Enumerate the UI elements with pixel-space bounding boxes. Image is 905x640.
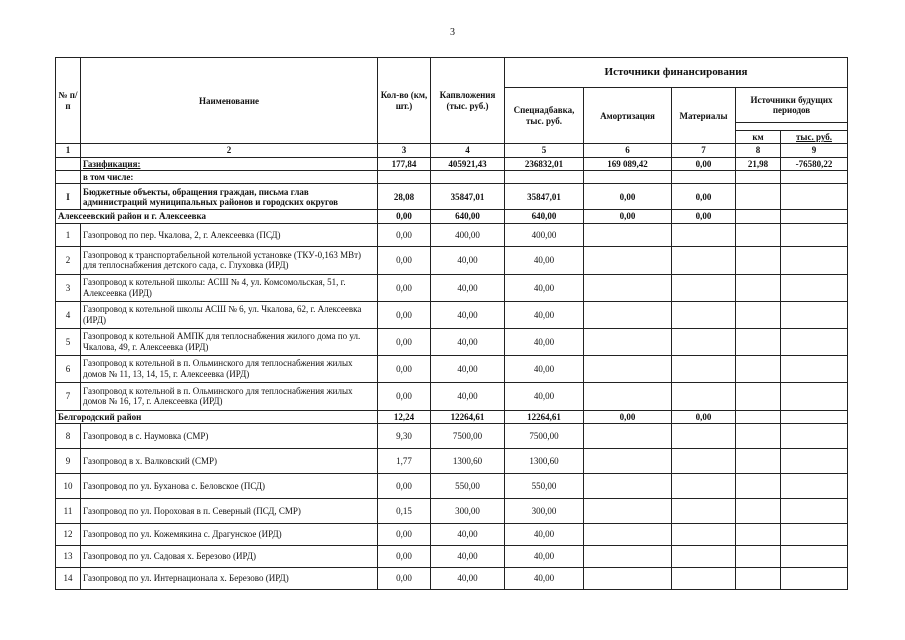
row-km: [736, 546, 781, 568]
row-tys: [781, 223, 848, 246]
row-materials: [672, 474, 736, 499]
table-row: [56, 274, 848, 301]
row-km: [736, 474, 781, 499]
column-number-row: [56, 144, 848, 157]
row-materials: [672, 546, 736, 568]
row-invest: 40,00: [431, 301, 505, 328]
col-number: 7: [672, 144, 736, 157]
row-qty: 0,00: [378, 568, 431, 590]
table-row: [56, 355, 848, 382]
gas-total-materials: 0,00: [672, 157, 736, 170]
row-no: 6: [56, 355, 81, 382]
gas-total-no: [56, 157, 81, 170]
row-amort: [584, 449, 672, 474]
section-row: [56, 184, 848, 210]
row-amort: [584, 424, 672, 449]
gas-total-km: 21,98: [736, 157, 781, 170]
row-surcharge: 40,00: [505, 524, 584, 546]
row-amort: [584, 301, 672, 328]
district-name: Белгородский район: [56, 410, 378, 423]
row-invest: 1300,60: [431, 449, 505, 474]
financing-table: [55, 57, 848, 590]
row-invest: 40,00: [431, 382, 505, 410]
row-no: 7: [56, 382, 81, 410]
row-no: 12: [56, 524, 81, 546]
row-materials: [672, 424, 736, 449]
section-materials: 0,00: [672, 184, 736, 210]
district-materials: 0,00: [672, 210, 736, 223]
row-amort: [584, 382, 672, 410]
row-no: 1: [56, 223, 81, 246]
row-materials: [672, 274, 736, 301]
page-number: 3: [450, 27, 455, 38]
row-invest: 40,00: [431, 568, 505, 590]
row-surcharge: 550,00: [505, 474, 584, 499]
district-surcharge: 640,00: [505, 210, 584, 223]
row-qty: 0,00: [378, 328, 431, 355]
row-tys: [781, 355, 848, 382]
row-surcharge: 40,00: [505, 568, 584, 590]
row-materials: [672, 382, 736, 410]
district-km: [736, 410, 781, 423]
gas-total-amort: 169 089,42: [584, 157, 672, 170]
row-km: [736, 246, 781, 274]
row-qty: 9,30: [378, 424, 431, 449]
row-tys: [781, 328, 848, 355]
table-row: [56, 382, 848, 410]
header-qty: Кол-во (км, шт.): [378, 58, 431, 144]
row-invest: 300,00: [431, 499, 505, 524]
row-surcharge: 40,00: [505, 382, 584, 410]
row-no: 10: [56, 474, 81, 499]
col-number: 1: [56, 144, 81, 157]
row-name: Газопровод в х. Валковский (СМР): [81, 449, 378, 474]
table-row: [56, 424, 848, 449]
row-amort: [584, 546, 672, 568]
gas-total-row: [56, 157, 848, 170]
col-number: 2: [81, 144, 378, 157]
row-qty: 0,00: [378, 301, 431, 328]
table-row: [56, 328, 848, 355]
district-materials: 0,00: [672, 410, 736, 423]
row-no: 2: [56, 246, 81, 274]
row-qty: 0,00: [378, 355, 431, 382]
col-number: 5: [505, 144, 584, 157]
row-tys: [781, 524, 848, 546]
row-km: [736, 223, 781, 246]
gas-total-name: Газификация:: [81, 157, 378, 170]
header-surcharge: Спецнадбавка, тыс. руб.: [505, 88, 584, 144]
row-no: 9: [56, 449, 81, 474]
row-amort: [584, 223, 672, 246]
row-name: Газопровод к котельной школы: АСШ № 4, ул. Комсомольская, 51, г. Алексеевка (ИРД): [81, 274, 378, 301]
row-km: [736, 355, 781, 382]
row-name: Газопровод по ул. Интернационала х. Березово (ИРД): [81, 568, 378, 590]
row-no: 5: [56, 328, 81, 355]
row-surcharge: 7500,00: [505, 424, 584, 449]
row-name: Газопровод в с. Наумовка (СМР): [81, 424, 378, 449]
header-name: Наименование: [81, 58, 378, 144]
row-tys: [781, 246, 848, 274]
row-name: Газопровод к котельной в п. Ольминского для теплоснабжения жилых домов № 16, 17, г. Алексеевка (ИРД): [81, 382, 378, 410]
row-no: 3: [56, 274, 81, 301]
district-row: [56, 210, 848, 223]
table-row: [56, 524, 848, 546]
row-tys: [781, 424, 848, 449]
row-km: [736, 499, 781, 524]
row-km: [736, 274, 781, 301]
row-invest: 40,00: [431, 355, 505, 382]
row-tys: [781, 274, 848, 301]
row-surcharge: 40,00: [505, 355, 584, 382]
col-number: 3: [378, 144, 431, 157]
table-row: [56, 474, 848, 499]
row-km: [736, 424, 781, 449]
row-amort: [584, 246, 672, 274]
gas-total-surcharge: 236832,01: [505, 157, 584, 170]
row-tys: [781, 382, 848, 410]
including-row: [56, 171, 848, 184]
row-amort: [584, 568, 672, 590]
district-tys: [781, 410, 848, 423]
row-materials: [672, 355, 736, 382]
row-amort: [584, 274, 672, 301]
row-surcharge: 40,00: [505, 246, 584, 274]
row-materials: [672, 223, 736, 246]
row-qty: 0,00: [378, 274, 431, 301]
gas-total-tys: -76580,22: [781, 157, 848, 170]
header-materials: Материалы: [672, 88, 736, 144]
row-amort: [584, 355, 672, 382]
row-qty: 0,00: [378, 546, 431, 568]
row-tys: [781, 474, 848, 499]
gas-total-qty: 177,84: [378, 157, 431, 170]
row-km: [736, 382, 781, 410]
row-invest: 40,00: [431, 546, 505, 568]
section-no: I: [56, 184, 81, 210]
row-no: 14: [56, 568, 81, 590]
header-km: км: [736, 131, 781, 144]
row-name: Газопровод по ул. Садовая х. Березово (ИРД): [81, 546, 378, 568]
row-surcharge: 40,00: [505, 546, 584, 568]
row-invest: 40,00: [431, 246, 505, 274]
district-surcharge: 12264,61: [505, 410, 584, 423]
row-tys: [781, 546, 848, 568]
row-amort: [584, 474, 672, 499]
row-name: Газопровод по пер. Чкалова, 2, г. Алексеевка (ПСД): [81, 223, 378, 246]
row-name: Газопровод по ул. Пороховая в п. Северный (ПСД, СМР): [81, 499, 378, 524]
row-qty: 0,00: [378, 382, 431, 410]
section-name: Бюджетные объекты, обращения граждан, письма глав администраций муниципальных районов и городских округов: [81, 184, 378, 210]
row-tys: [781, 499, 848, 524]
row-km: [736, 328, 781, 355]
district-row: [56, 410, 848, 423]
row-no: 13: [56, 546, 81, 568]
district-amort: 0,00: [584, 410, 672, 423]
row-name: Газопровод по ул. Буханова с. Беловское (ПСД): [81, 474, 378, 499]
row-qty: 0,00: [378, 246, 431, 274]
row-invest: 550,00: [431, 474, 505, 499]
col-number: 8: [736, 144, 781, 157]
row-tys: [781, 568, 848, 590]
row-qty: 0,00: [378, 474, 431, 499]
section-surcharge: 35847,01: [505, 184, 584, 210]
row-materials: [672, 568, 736, 590]
row-materials: [672, 449, 736, 474]
row-surcharge: 300,00: [505, 499, 584, 524]
header-future: Источники будущих периодов: [736, 88, 848, 123]
row-invest: 40,00: [431, 328, 505, 355]
district-invest: 12264,61: [431, 410, 505, 423]
row-invest: 40,00: [431, 524, 505, 546]
row-invest: 7500,00: [431, 424, 505, 449]
col-number: 9: [781, 144, 848, 157]
district-name: Алексеевский район и г. Алексеевка: [56, 210, 378, 223]
header-tys: тыс. руб.: [781, 131, 848, 144]
row-materials: [672, 246, 736, 274]
row-no: 4: [56, 301, 81, 328]
row-name: Газопровод к котельной в п. Ольминского для теплоснабжения жилых домов № 11, 13, 14, 15, г. Алексеевка (ИРД): [81, 355, 378, 382]
row-no: 11: [56, 499, 81, 524]
row-amort: [584, 499, 672, 524]
header-sources: Источники финансирования: [505, 58, 848, 88]
including-label: в том числе:: [81, 171, 378, 184]
table-row: [56, 499, 848, 524]
row-name: Газопровод к транспортабельной котельной установке (ТКУ-0,163 МВт) для теплоснабжения детского сада, с. Глуховка (ИРД): [81, 246, 378, 274]
row-km: [736, 301, 781, 328]
district-amort: 0,00: [584, 210, 672, 223]
col-number: 6: [584, 144, 672, 157]
row-surcharge: 40,00: [505, 301, 584, 328]
row-invest: 400,00: [431, 223, 505, 246]
row-km: [736, 568, 781, 590]
table-row: [56, 246, 848, 274]
row-surcharge: 400,00: [505, 223, 584, 246]
row-surcharge: 1300,60: [505, 449, 584, 474]
district-invest: 640,00: [431, 210, 505, 223]
header-gap: [736, 123, 848, 131]
row-materials: [672, 524, 736, 546]
row-materials: [672, 301, 736, 328]
table-row: [56, 449, 848, 474]
row-qty: 1,77: [378, 449, 431, 474]
row-qty: 0,15: [378, 499, 431, 524]
row-amort: [584, 328, 672, 355]
section-qty: 28,08: [378, 184, 431, 210]
row-name: Газопровод к котельной школы АСШ № 6, ул. Чкалова, 62, г. Алексеевка (ИРД): [81, 301, 378, 328]
row-materials: [672, 499, 736, 524]
header-invest: Капвложения (тыс. руб.): [431, 58, 505, 144]
row-surcharge: 40,00: [505, 274, 584, 301]
row-tys: [781, 449, 848, 474]
header-no: № п/п: [56, 58, 81, 144]
row-km: [736, 524, 781, 546]
row-amort: [584, 524, 672, 546]
table-row: [56, 223, 848, 246]
row-qty: 0,00: [378, 223, 431, 246]
row-name: Газопровод к котельной АМПК для теплоснабжения жилого дома по ул. Чкалова, 49, г. Алексеевка (ИРД): [81, 328, 378, 355]
row-tys: [781, 301, 848, 328]
row-surcharge: 40,00: [505, 328, 584, 355]
row-materials: [672, 328, 736, 355]
row-name: Газопровод по ул. Кожемякина с. Драгунское (ИРД): [81, 524, 378, 546]
row-no: 8: [56, 424, 81, 449]
col-number: 4: [431, 144, 505, 157]
row-qty: 0,00: [378, 524, 431, 546]
row-km: [736, 449, 781, 474]
header-amort: Амортизация: [584, 88, 672, 144]
row-invest: 40,00: [431, 274, 505, 301]
district-qty: 12,24: [378, 410, 431, 423]
table-row: [56, 546, 848, 568]
section-amort: 0,00: [584, 184, 672, 210]
gas-total-invest: 405921,43: [431, 157, 505, 170]
district-qty: 0,00: [378, 210, 431, 223]
section-invest: 35847,01: [431, 184, 505, 210]
table-row: [56, 301, 848, 328]
table-row: [56, 568, 848, 590]
